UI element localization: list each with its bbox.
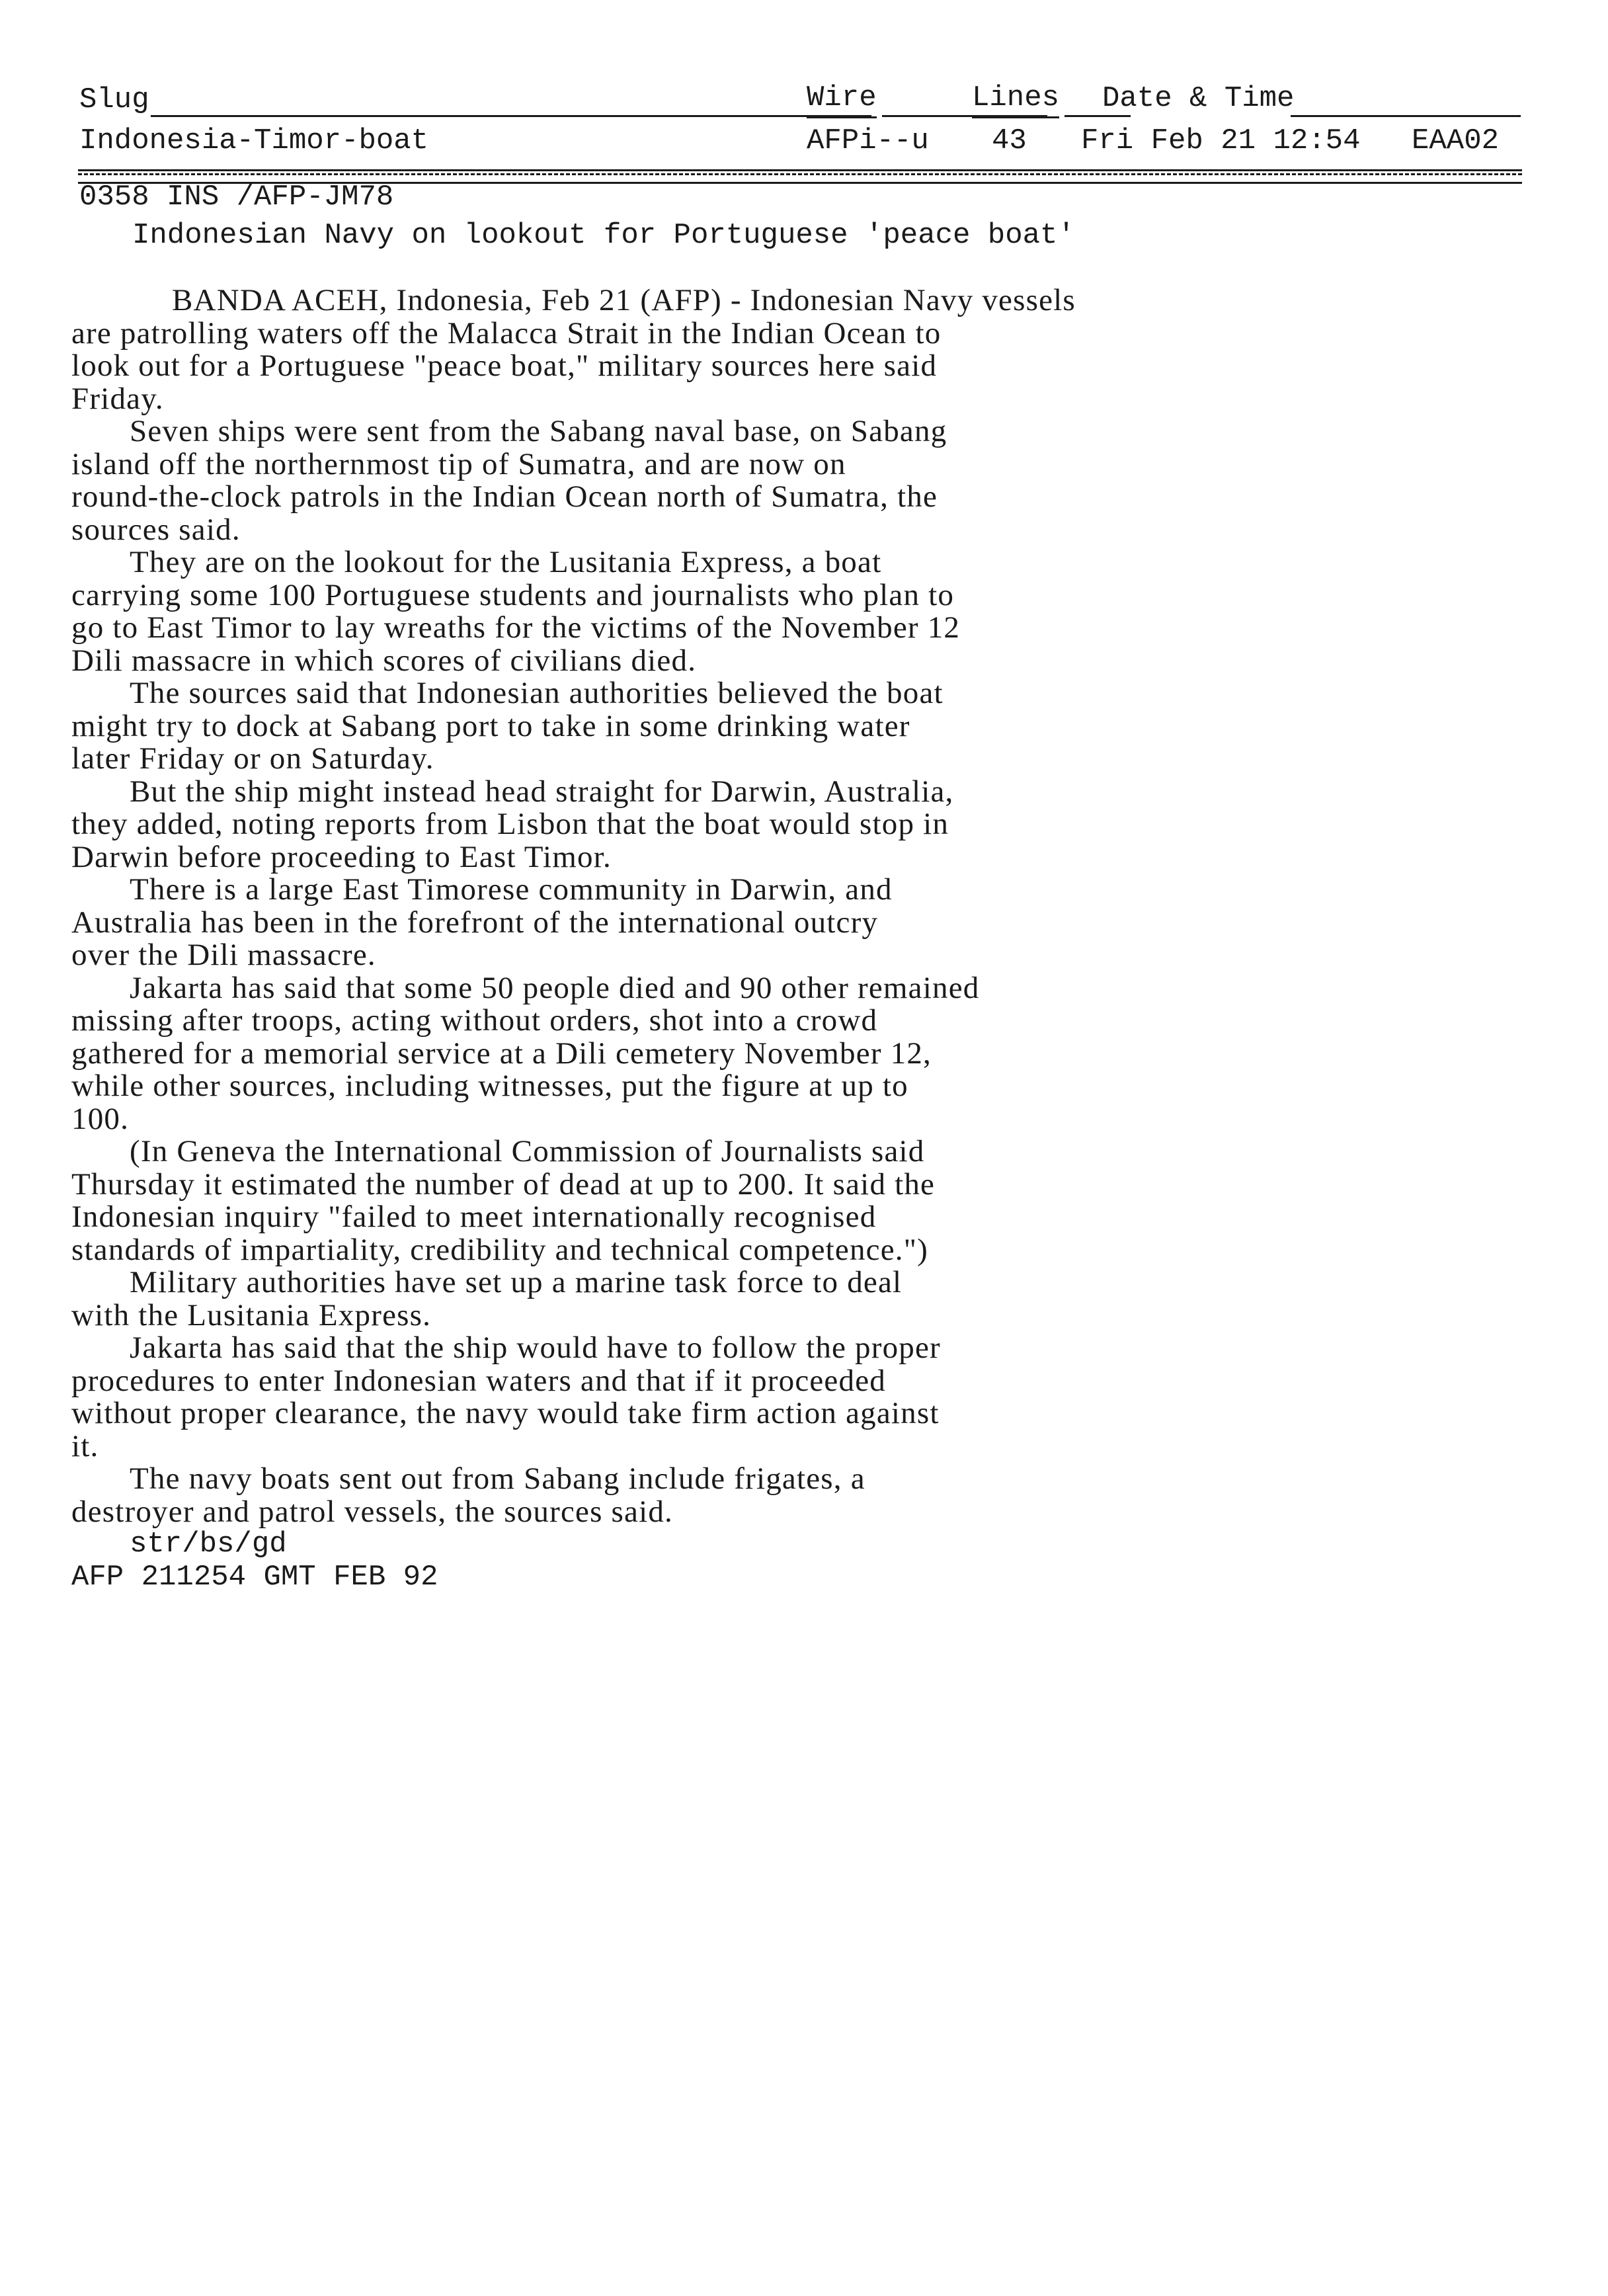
slug-value: Indonesia-Timor-boat <box>79 124 429 157</box>
story-paragraph: Jakarta has said that the ship would have to follow the proper procedures to enter Indonesian waters and that if it proceeded without proper clearance, the navy would take firm action against it. <box>71 1331 941 1463</box>
lines-value: 43 <box>992 124 1027 157</box>
date-time-label: Date & Time <box>1102 82 1295 115</box>
story-paragraph: BANDA ACEH, Indonesia, Feb 21 (AFP) - Indonesian Navy vessels are patrolling waters off the Malacca Strait in the Indian Ocean to look out for a Portuguese "peace boat," military sources here said Friday. <box>71 283 1076 416</box>
story-code-line: 0358 INS /AFP-JM78 <box>79 181 394 214</box>
story-headline: Indonesian Navy on lookout for Portuguese 'peace boat' <box>132 219 1075 252</box>
story-code-value: EAA02 <box>1412 124 1500 157</box>
slug-underline <box>151 115 871 117</box>
header-value-row <box>79 120 1521 161</box>
date-time-value: Fri Feb 21 12:54 <box>1081 124 1361 157</box>
story-paragraph: They are on the lookout for the Lusitania Express, a boat carrying some 100 Portuguese students and journalists who plan to go to East Timor to lay wreaths for the victims of the November 12 Dili massacre in which scores of civilians died. <box>71 545 961 678</box>
story-paragraph: The navy boats sent out from Sabang include frigates, a destroyer and patrol vessels, the sources said. <box>71 1461 865 1529</box>
story-paragraph: There is a large East Timorese community in Darwin, and Australia has been in the forefront of the international outcry over the Dili massacre. <box>71 872 893 972</box>
story-paragraph: The sources said that Indonesian authorities believed the boat might try to dock at Sabang port to take in some drinking water later Friday or on Saturday. <box>71 676 944 776</box>
story-paragraph: But the ship might instead head straight for Darwin, Australia, they added, noting reports from Lisbon that the boat would stop in Darwin before proceeding to East Timor. <box>71 774 954 874</box>
story-paragraph: Jakarta has said that some 50 people died and 90 other remained missing after troops, acting without orders, shot into a crowd gathered for a memorial service at a Dili cemetery November 12, while other sources, including witnesses, put the figure at up to 100. <box>71 970 980 1136</box>
lines-label: Lines <box>972 79 1059 118</box>
story-paragraph: Military authorities have set up a marine task force to deal with the Lusitania Express. <box>71 1265 903 1332</box>
story-signoff: str/bs/gd <box>130 1528 287 1561</box>
date-time-underline <box>1291 115 1521 117</box>
story-paragraph: Seven ships were sent from the Sabang naval base, on Sabang island off the northernmost tip of Sumatra, and are now on round-the-clock patrols in the Indian Ocean north of Sumatra, the sources said. <box>71 414 947 547</box>
header-label-row <box>79 79 1521 120</box>
slug-label: Slug <box>79 83 149 116</box>
wire-value: AFPi--u <box>807 124 929 157</box>
wire-label: Wire <box>807 79 877 118</box>
story-dateline-footer: AFP 211254 GMT FEB 92 <box>71 1560 438 1594</box>
wire-header <box>79 79 1521 161</box>
story-body <box>71 284 1526 1594</box>
story-paragraph: (In Geneva the International Commission of Journalists said Thursday it estimated the number of dead at up to 200. It said the Indonesian inquiry "failed to meet internationally recognised standards of impartiality, credibility and technical competence.") <box>71 1134 936 1267</box>
